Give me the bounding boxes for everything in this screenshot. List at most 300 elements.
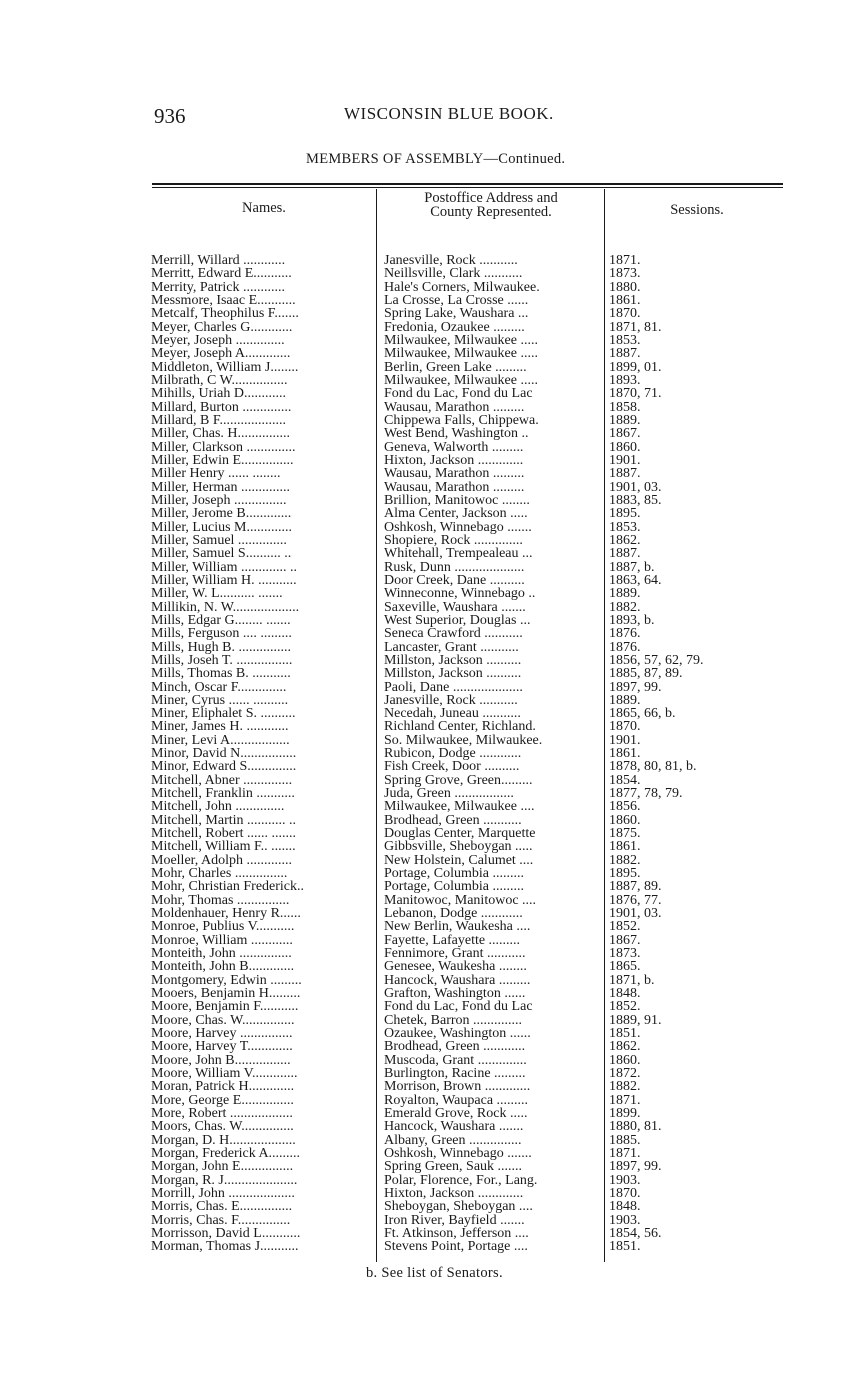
member-sessions: 1901, 03. [609,907,662,921]
table-row [0,974,859,987]
member-sessions: 1873. [609,267,641,281]
member-name: Mills, Thomas B. ........... [151,667,291,681]
top-rule-thick [152,183,783,185]
member-name: Moldenhauer, Henry R...... [151,907,301,921]
member-address: Wausau, Marathon ......... [384,480,525,494]
member-address: Whitehall, Trempealeau ... [384,547,533,561]
member-sessions: 1858. [609,400,641,414]
member-sessions: 1880. [609,280,641,294]
page-number: 936 [154,104,186,128]
member-address: Hixton, Jackson ............. [384,1186,524,1201]
member-sessions: 1901, 03. [609,480,662,494]
member-name: Morrill, John ................... [151,1186,295,1201]
table-row [0,267,859,280]
table-row [0,467,859,480]
member-name: Miller, Samuel S.......... .. [151,547,292,561]
table-row [0,494,859,507]
member-address: Douglas Center, Marquette [384,827,536,841]
member-name: Miner, James H. ............ [151,720,289,734]
member-address: Berlin, Green Lake ......... [384,360,527,374]
member-name: Miller Henry ...... ........ [151,467,281,481]
member-name: Moore, Harvey T............. [151,1040,293,1054]
member-sessions: 1871, b. [609,973,655,988]
table-row [0,481,859,494]
member-sessions: 1862. [609,1040,641,1054]
member-address: Fennimore, Grant ........... [384,947,526,961]
table-caption: MEMBERS OF ASSEMBLY—Continued. [306,151,566,167]
member-sessions: 1889. [609,413,641,428]
member-name: Moore, William V............. [151,1067,298,1081]
member-name: Mitchell, Franklin ........... [151,787,295,801]
member-address: Wausau, Marathon ......... [384,467,525,481]
member-name: Meyer, Joseph .............. [151,333,285,348]
member-address: Spring Grove, Green......... [384,773,533,788]
member-address: Iron River, Bayfield ....... [384,1213,525,1227]
table-row [0,654,859,667]
member-address: La Crosse, La Crosse ...... [384,293,529,308]
member-sessions: 1893, b. [609,613,655,628]
member-sessions: 1872. [609,1067,641,1081]
member-sessions: 1883, 85. [609,493,662,508]
member-sessions: 1862. [609,533,641,548]
member-sessions: 1870. [609,307,641,321]
member-address: Wausau, Marathon ......... [384,400,525,414]
member-sessions: 1887. [609,347,641,361]
member-sessions: 1871. [609,1146,641,1161]
member-sessions: 1901. [609,733,641,748]
member-address: Portage, Columbia ......... [384,880,524,894]
table-row [0,601,859,614]
table-row [0,1080,859,1093]
table-row [0,281,859,294]
member-sessions: 1860. [609,440,641,454]
member-name: Mitchell, Martin ........... .. [151,813,297,828]
member-name: Merrill, Willard ............ [151,254,286,268]
member-sessions: 1870. [609,1186,641,1201]
member-address: West Superior, Douglas ... [384,613,531,628]
table-row [0,1107,859,1120]
footnote: b. See list of Senators. [366,1265,503,1281]
table-row [0,1000,859,1013]
table-row [0,1174,859,1187]
member-sessions: 1851. [609,1027,641,1041]
member-name: Millikin, N. W................... [151,600,300,614]
member-sessions: 1853. [609,520,641,534]
member-name: Miller, W. L.......... ....... [151,587,283,601]
member-address: Morrison, Brown ............. [384,1080,531,1094]
member-name: Moore, John B................ [151,1053,291,1068]
member-address: Fond du Lac, Fond du Lac [384,387,533,401]
member-sessions: 1854, 56. [609,1226,662,1241]
table-row [0,947,859,960]
member-name: Miller, William H. ........... [151,573,297,588]
member-name: Miner, Levi A................. [151,733,290,748]
table-row [0,1200,859,1213]
table-row [0,894,859,907]
member-name: Morris, Chas. E............... [151,1200,293,1214]
member-address: Fond du Lac, Fond du Lac [384,1000,533,1014]
member-name: Minor, David N................ [151,747,297,761]
member-sessions: 1895. [609,507,641,521]
member-address: Richland Center, Richland. [384,720,536,734]
member-address: Juda, Green ................. [384,787,514,801]
member-sessions: 1852. [609,920,641,934]
member-sessions: 1871, 81. [609,320,662,334]
member-address: Milwaukee, Milwaukee ..... [384,333,538,348]
table-row [0,747,859,760]
member-sessions: 1870. [609,720,641,734]
member-name: Morgan, D. H................... [151,1133,296,1147]
table-row [0,401,859,414]
table-row [0,867,859,880]
header-names: Names. [242,200,286,216]
member-name: Minor, Edward S.............. [151,760,297,774]
member-address: Fayette, Lafayette ......... [384,933,521,948]
table-row [0,681,859,694]
member-sessions: 1865, 66, b. [609,707,676,721]
member-address: Janesville, Rock ........... [384,693,518,708]
table-row [0,854,859,867]
member-name: Meyer, Joseph A............. [151,347,291,361]
member-address: Winneconne, Winnebago .. [384,587,536,601]
member-address: Genesee, Waukesha ........ [384,960,527,974]
member-name: Messmore, Isaac E........... [151,293,296,308]
member-address: Hancock, Waushara ......... [384,973,531,988]
member-address: Neillsville, Clark ........... [384,267,523,281]
member-name: Moore, Benjamin F........... [151,1000,299,1014]
table-row [0,374,859,387]
member-address: Ft. Atkinson, Jefferson .... [384,1226,529,1241]
member-address: Brillion, Manitowoc ........ [384,493,530,508]
member-address: Fish Creek, Door .......... [384,760,520,774]
member-address: Geneva, Walworth ......... [384,440,524,454]
table-row [0,614,859,627]
top-rule-thin [152,187,783,188]
member-address: Spring Green, Sauk ....... [384,1160,523,1174]
member-name: Mihills, Uriah D............ [151,387,286,401]
member-name: Monroe, William ............ [151,933,293,948]
member-sessions: 1880, 81. [609,1120,662,1134]
member-name: Miner, Eliphalet S. .......... [151,707,296,721]
table-row [0,534,859,547]
member-name: Mills, Hugh B. ............... [151,640,292,654]
member-sessions: 1861. [609,747,641,761]
member-address: Seneca Crawford ........... [384,627,523,641]
member-sessions: 1875. [609,827,641,841]
member-address: Fredonia, Ozaukee ......... [384,320,525,334]
table-row [0,414,859,427]
member-name: Metcalf, Theophilus F....... [151,307,299,321]
member-name: Miller, Herman .............. [151,480,291,494]
member-address: Shopiere, Rock .............. [384,533,523,548]
table-row [0,920,859,933]
member-sessions: 1853. [609,333,641,348]
table-row [0,454,859,467]
table-row [0,547,859,560]
member-sessions: 1901. [609,453,641,468]
member-sessions: 1887, 89. [609,880,662,894]
member-address: Brodhead, Green ........... [384,813,522,828]
table-row [0,387,859,400]
table-row [0,1227,859,1240]
member-name: Minch, Oscar F.............. [151,680,287,694]
member-sessions: 1893. [609,373,641,388]
table-row [0,574,859,587]
member-address: Sheboygan, Sheboygan .... [384,1200,533,1214]
member-name: Monteith, John ............... [151,947,292,961]
table-row [0,347,859,360]
table-row [0,441,859,454]
member-address: West Bend, Washington .. [384,427,529,441]
member-name: Mohr, Christian Frederick.. [151,880,305,894]
member-name: Middleton, William J........ [151,360,299,374]
table-row [0,800,859,813]
table-row [0,254,859,267]
member-name: Monroe, Publius V........... [151,920,295,934]
table-row [0,1160,859,1173]
member-address: Milwaukee, Milwaukee .... [384,800,535,814]
member-sessions: 1903. [609,1213,641,1227]
member-address: Grafton, Washington ...... [384,987,526,1001]
member-name: Monteith, John B............. [151,960,295,974]
member-sessions: 1860. [609,1053,641,1068]
member-sessions: 1876. [609,627,641,641]
member-address: Chetek, Barron .............. [384,1013,523,1028]
table-row [0,361,859,374]
member-name: Merrity, Patrick ............ [151,280,286,294]
member-address: Portage, Columbia ......... [384,867,524,881]
member-name: Mills, Edgar G........ ....... [151,613,291,628]
table-row [0,1040,859,1053]
member-address: Stevens Point, Portage .... [384,1240,528,1254]
member-name: Mooers, Benjamin H......... [151,987,301,1001]
member-name: Mohr, Thomas ............... [151,893,290,908]
table-row [0,960,859,973]
member-name: Miller, Joseph ............... [151,493,287,508]
member-address: Lebanon, Dodge ............ [384,907,523,921]
member-sessions: 1852. [609,1000,641,1014]
table-row [0,294,859,307]
member-address: Paoli, Dane .................... [384,680,523,694]
member-name: Mills, Ferguson .... ......... [151,627,292,641]
member-sessions: 1887. [609,547,641,561]
table-row [0,907,859,920]
member-name: More, George E............... [151,1093,294,1107]
member-name: Mitchell, John .............. [151,800,285,814]
member-sessions: 1895. [609,867,641,881]
member-sessions: 1878, 80, 81, b. [609,760,697,774]
member-address: Albany, Green ............... [384,1133,522,1147]
members-table-body [0,254,859,1254]
member-sessions: 1887, b. [609,560,655,574]
member-address: Millston, Jackson .......... [384,653,522,668]
member-sessions: 1903. [609,1173,641,1187]
table-row [0,1027,859,1040]
member-sessions: 1848. [609,1200,641,1214]
member-name: Mitchell, Abner .............. [151,773,293,788]
table-row [0,774,859,787]
header-address-line2: County Represented. [430,204,552,220]
member-name: Mitchell, William F.. ....... [151,840,296,854]
member-name: More, Robert .................. [151,1107,293,1121]
table-row [0,627,859,640]
table-row [0,880,859,893]
member-name: Merritt, Edward E........... [151,267,292,281]
table-row [0,321,859,334]
table-row [0,427,859,440]
member-name: Moore, Chas. W............... [151,1013,295,1028]
member-address: New Holstein, Calumet .... [384,853,534,868]
member-name: Morgan, John E............... [151,1160,294,1174]
header-address [378,191,604,219]
member-address: Burlington, Racine ......... [384,1067,526,1081]
table-row [0,641,859,654]
member-address: Brodhead, Green ............ [384,1040,526,1054]
member-name: Millard, Burton .............. [151,400,292,414]
member-address: Rubicon, Dodge ............ [384,747,522,761]
member-sessions: 1899. [609,1107,641,1121]
table-row [0,1094,859,1107]
member-sessions: 1867. [609,427,641,441]
member-address: Ozaukee, Washington ...... [384,1027,531,1041]
member-address: Hancock, Waushara ....... [384,1120,524,1134]
member-address: Spring Lake, Waushara ... [384,307,529,321]
member-name: Miller, Edwin E............... [151,453,294,468]
member-sessions: 1889, 91. [609,1013,662,1028]
member-address: New Berlin, Waukesha .... [384,920,531,934]
member-sessions: 1889. [609,693,641,708]
table-row [0,787,859,800]
member-sessions: 1882. [609,1080,641,1094]
member-name: Morgan, Frederick A......... [151,1146,301,1161]
member-name: Mitchell, Robert ...... ....... [151,827,297,841]
member-address: Janesville, Rock ........... [384,254,518,268]
member-address: Polar, Florence, For., Lang. [384,1173,538,1187]
member-sessions: 1861. [609,840,641,854]
table-row [0,827,859,840]
table-row [0,507,859,520]
table-row [0,707,859,720]
member-sessions: 1860. [609,813,641,828]
table-row [0,987,859,1000]
member-sessions: 1877, 78, 79. [609,787,683,801]
member-sessions: 1889. [609,587,641,601]
table-row [0,307,859,320]
member-sessions: 1887. [609,467,641,481]
member-address: Gibbsville, Sheboygan ..... [384,840,533,854]
running-title: WISCONSIN BLUE BOOK. [344,104,554,123]
member-address: So. Milwaukee, Milwaukee. [384,733,543,748]
member-name: Mills, Joseh T. ................ [151,653,293,668]
member-sessions: 1870, 71. [609,387,662,401]
member-sessions: 1885, 87, 89. [609,667,683,681]
member-name: Miller, Jerome B............. [151,507,292,521]
member-name: Montgomery, Edwin ......... [151,973,302,988]
member-address: Oshkosh, Winnebago ....... [384,1146,532,1161]
member-name: Millard, B F................... [151,413,286,428]
member-address: Hale's Corners, Milwaukee. [384,280,540,294]
member-sessions: 1876. [609,640,641,654]
member-address: Chippewa Falls, Chippewa. [384,413,539,428]
member-name: Morgan, R. J..................... [151,1173,298,1187]
member-sessions: 1856. [609,800,641,814]
member-sessions: 1897, 99. [609,1160,662,1174]
table-row [0,694,859,707]
member-name: Miller, Clarkson .............. [151,440,296,454]
member-address: Emerald Grove, Rock ..... [384,1107,528,1121]
member-sessions: 1865. [609,960,641,974]
table-row [0,1240,859,1253]
member-address: Necedah, Juneau ........... [384,707,521,721]
member-name: Milbrath, C W................ [151,373,288,388]
table-row [0,667,859,680]
table-row [0,720,859,733]
member-sessions: 1861. [609,293,641,308]
member-sessions: 1885. [609,1133,641,1147]
member-sessions: 1851. [609,1240,641,1254]
member-sessions: 1882. [609,600,641,614]
member-sessions: 1848. [609,987,641,1001]
header-address-line1: Postoffice Address and [424,190,558,206]
table-row [0,334,859,347]
table-row [0,1214,859,1227]
member-address: Millston, Jackson .......... [384,667,522,681]
header-sessions: Sessions. [670,202,724,218]
table-row [0,934,859,947]
member-name: Miller, Lucius M............. [151,520,292,534]
member-address: Milwaukee, Milwaukee ..... [384,347,538,361]
member-sessions: 1873. [609,947,641,961]
member-sessions: 1899, 01. [609,360,662,374]
member-name: Morris, Chas. F............... [151,1213,291,1227]
member-sessions: 1897, 99. [609,680,662,694]
member-name: Miller, William ............. .. [151,560,297,574]
member-address: Manitowoc, Manitowoc .... [384,893,537,908]
member-sessions: 1871. [609,1093,641,1107]
member-name: Miller, Samuel .............. [151,533,287,548]
table-row [0,1147,859,1160]
table-row [0,521,859,534]
member-sessions: 1867. [609,933,641,948]
table-row [0,734,859,747]
member-address: Alma Center, Jackson ..... [384,507,528,521]
table-row [0,840,859,853]
table-row [0,814,859,827]
member-address: Muscoda, Grant .............. [384,1053,527,1068]
member-address: Door Creek, Dane .......... [384,573,525,588]
table-row [0,1054,859,1067]
table-row [0,1134,859,1147]
member-address: Rusk, Dunn .................... [384,560,525,574]
member-name: Miller, Chas. H............... [151,427,291,441]
member-address: Oshkosh, Winnebago ....... [384,520,532,534]
member-name: Moors, Chas. W............... [151,1120,294,1134]
table-row [0,1014,859,1027]
member-address: Royalton, Waupaca ......... [384,1093,529,1107]
member-address: Milwaukee, Milwaukee ..... [384,373,538,388]
table-row [0,561,859,574]
member-sessions: 1882. [609,853,641,868]
member-name: Miner, Cyrus ...... .......... [151,693,289,708]
member-name: Moeller, Adolph ............. [151,853,292,868]
member-name: Mohr, Charles ............... [151,867,288,881]
member-name: Morrisson, David L........... [151,1226,301,1241]
member-address: Hixton, Jackson ............. [384,453,524,468]
member-sessions: 1863, 64. [609,573,662,588]
table-row [0,1067,859,1080]
table-row [0,1120,859,1133]
member-address: Lancaster, Grant ........... [384,640,519,654]
